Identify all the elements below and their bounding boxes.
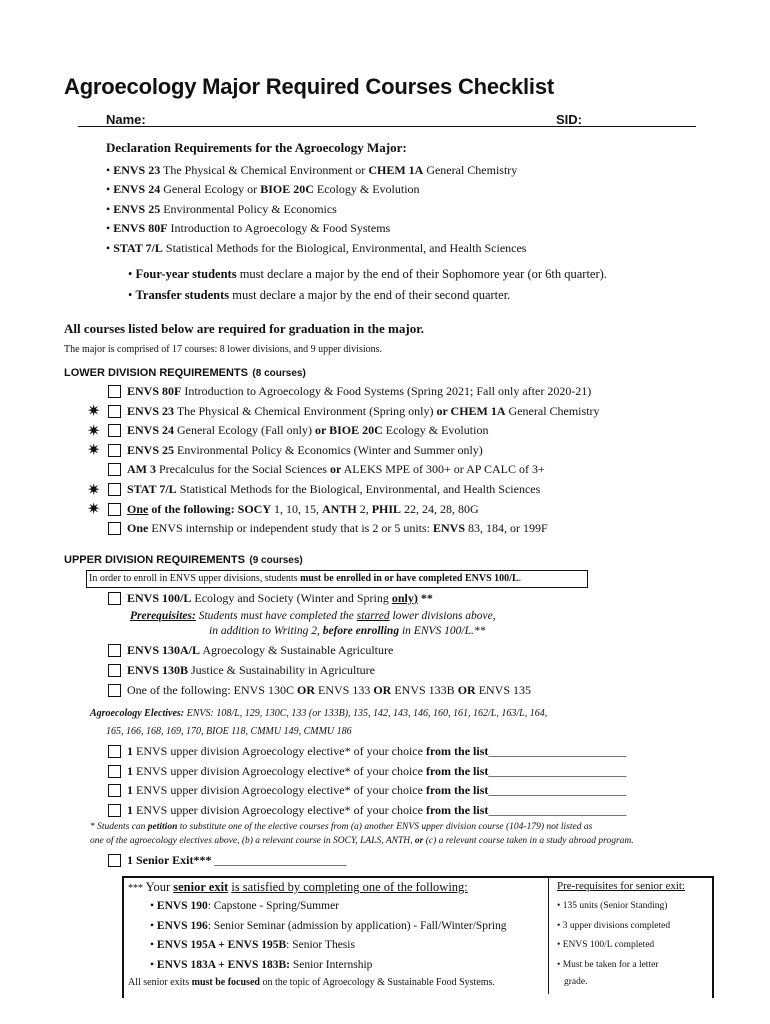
senior-prereq-item: • 135 units (Senior Standing) [557,901,668,911]
upper-division-heading: UPPER DIVISION REQUIREMENTS (9 courses) [64,554,303,566]
checkbox-envs100l[interactable] [108,592,121,605]
name-label: Name: [106,112,146,127]
checkbox-stat7l[interactable] [108,483,121,496]
senior-prereq-item: grade. [564,977,588,987]
declaration-heading: Declaration Requirements for the Agroecology Major: [106,140,407,155]
checkbox-am3[interactable] [108,463,121,476]
declaration-item: • STAT 7/L Statistical Methods for the Biological, Environmental, and Health Sciences [106,241,527,255]
course-envs25: ENVS 25 Environmental Policy & Economics (Winter and Summer only) [127,443,483,457]
star-icon: ✷ [87,440,101,459]
senior-exit-intro: *** Your senior exit is satisfied by completing one of the following: [128,880,468,894]
course-internship: One ENVS internship or independent study that is 2 or 5 units: ENVS 83, 184, or 199F [127,521,548,535]
checkbox-internship[interactable] [108,522,121,535]
lower-division-heading: LOWER DIVISION REQUIREMENTS (8 courses) [64,367,306,379]
course-one-of-upper: One of the following: ENVS 130C OR ENVS 133 OR ENVS 133B OR ENVS 135 [127,683,532,697]
senior-option: • ENVS 196: Senior Seminar (admission by application) - Fall/Winter/Spring [150,920,507,932]
course-envs130al: ENVS 130A/L Agroecology & Sustainable Agriculture [127,643,394,657]
all-courses-heading: All courses listed below are required for graduation in the major. [64,321,425,336]
elective-row: 1 ENVS upper division Agroecology elective* of your choice from the list_______________________ [127,783,627,797]
sid-label: SID: [556,112,582,127]
senior-option: • ENVS 190: Capstone - Spring/Summer [150,900,340,912]
course-envs23: ENVS 23 The Physical & Chemical Environment (Spring only) or CHEM 1A General Chemistry [127,404,600,418]
prereq-line-1: Prerequisites: Students must have completed the starred lower divisions above, [130,610,496,622]
senior-exit-footer: All senior exits must be focused on the topic of Agroecology & Sustainable Food Systems. [128,977,495,988]
declaration-item: • ENVS 25 Environmental Policy & Economics [106,202,337,216]
timing-transfer: • Transfer students must declare a major by the end of their second quarter. [128,288,511,302]
checkbox-elective-4[interactable] [108,804,121,817]
star-icon: ✷ [87,421,101,440]
declaration-item: • ENVS 24 General Ecology or BIOE 20C Ecology & Evolution [106,182,420,196]
checkbox-elective-2[interactable] [108,765,121,778]
name-sid-line [78,110,696,127]
electives-line-1: Agroecology Electives: ENVS: 108/L, 129, 130C, 133 (or 133B), 135, 142, 143, 146, 160, 161, 162/L, 163/L, 164, [90,708,548,719]
checkbox-envs130b[interactable] [108,664,121,677]
course-stat7l: STAT 7/L Statistical Methods for the Biological, Environmental, and Health Sciences [127,482,541,496]
prereq-line-2: in addition to Writing 2, before enrolling in ENVS 100/L.** [209,625,486,637]
checkbox-envs130al[interactable] [108,644,121,657]
checkbox-elective-3[interactable] [108,784,121,797]
checkbox-envs23[interactable] [108,405,121,418]
course-envs100l: ENVS 100/L Ecology and Society (Winter and Spring only) ** [127,591,433,605]
checkbox-envs80f[interactable] [108,385,121,398]
course-am3: AM 3 Precalculus for the Social Sciences or ALEKS MPE of 300+ or AP CALC of 3+ [127,462,545,476]
checkbox-elective-1[interactable] [108,745,121,758]
senior-prereq-item: • 3 upper divisions completed [557,921,671,931]
senior-option: • ENVS 195A + ENVS 195B: Senior Thesis [150,939,355,951]
checkbox-envs25[interactable] [108,444,121,457]
senior-exit-divider [548,876,549,994]
enroll-note: In order to enroll in ENVS upper divisions, students must be enrolled in or have completed ENVS 100/L. [89,573,522,584]
petition-line-1: * Students can petition to substitute one of the elective courses from (a) another ENVS upper division course (104-179) not listed as [90,822,593,832]
elective-row: 1 ENVS upper division Agroecology elective* of your choice from the list_______________________ [127,744,627,758]
star-icon: ✷ [87,480,101,499]
course-one-of: One of the following: SOCY 1, 10, 15, ANTH 2, PHIL 22, 24, 28, 80G [127,502,479,516]
checkbox-one-of-upper[interactable] [108,684,121,697]
senior-option: • ENVS 183A + ENVS 183B: Senior Internship [150,959,373,971]
comprised-note: The major is comprised of 17 courses: 8 lower divisions, and 9 upper divisions. [64,344,383,355]
checkbox-one-of[interactable] [108,503,121,516]
star-icon: ✷ [87,401,101,420]
petition-line-2: one of the agroecology electives above, (b) a relevant course in SOCY, LALS, ANTH, or (c) a relevant course taken in a study abroad program. [90,836,634,846]
senior-prereq-item: • Must be taken for a letter [557,960,659,970]
page-title: Agroecology Major Required Courses Checklist [64,74,554,99]
checkbox-envs24[interactable] [108,424,121,437]
course-envs80f: ENVS 80F Introduction to Agroecology & Food Systems (Spring 2021; Fall only after 2020-21) [127,384,592,398]
star-icon: ✷ [87,499,101,518]
elective-row: 1 ENVS upper division Agroecology elective* of your choice from the list_______________________ [127,803,627,817]
senior-prereq-title: Pre-requisites for senior exit: [557,880,685,892]
course-envs130b: ENVS 130B Justice & Sustainability in Agriculture [127,663,375,677]
declaration-item: • ENVS 23 The Physical & Chemical Environment or CHEM 1A General Chemistry [106,163,518,177]
electives-line-2: 165, 166, 168, 169, 170, BIOE 118, CMMU 149, CMMU 186 [106,726,352,737]
senior-exit-row: 1 Senior Exit*** ______________________ [127,853,347,867]
checkbox-senior-exit[interactable] [108,854,121,867]
course-envs24: ENVS 24 General Ecology (Fall only) or BIOE 20C Ecology & Evolution [127,423,489,437]
timing-four-year: • Four-year students must declare a major by the end of their Sophomore year (or 6th quarter). [128,267,607,281]
senior-prereq-item: • ENVS 100/L completed [557,940,655,950]
elective-row: 1 ENVS upper division Agroecology elective* of your choice from the list_______________________ [127,764,627,778]
declaration-item: • ENVS 80F Introduction to Agroecology & Food Systems [106,221,391,235]
